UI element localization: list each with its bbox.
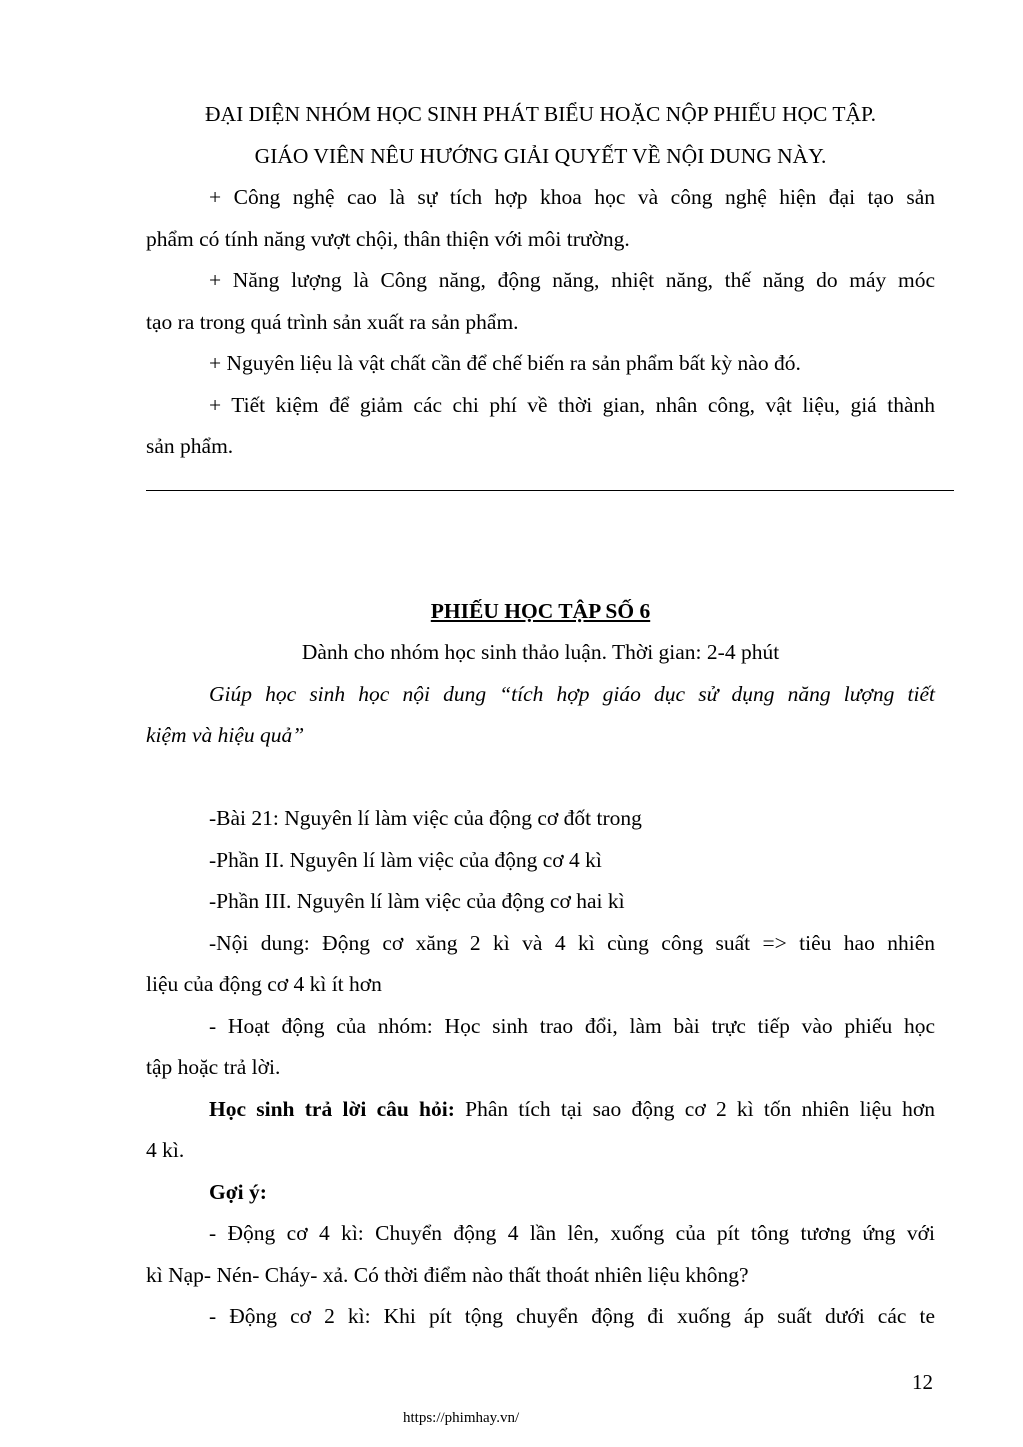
question-line1 bbox=[146, 1096, 935, 1122]
heading-group-report: ĐẠI DIỆN NHÓM HỌC SINH PHÁT BIỂU HOẶC NỘP PHIẾU HỌC TẬP. bbox=[205, 102, 876, 126]
list-item-lesson: -Bài 21: Nguyên lí làm việc của động cơ đốt trong bbox=[209, 806, 642, 830]
question-text: Phân tích tại sao động cơ 2 kì tốn nhiên liệu hơn bbox=[454, 1097, 935, 1121]
list-item-content-line1: -Nội dung: Động cơ xăng 2 kì và 4 kì cùng công suất => tiêu hao nhiên bbox=[209, 931, 935, 955]
heading-teacher-guidance: GIÁO VIÊN NÊU HƯỚNG GIẢI QUYẾT VỀ NỘI DUNG NÀY. bbox=[254, 144, 827, 168]
worksheet-title-text: PHIẾU HỌC TẬP SỐ 6 bbox=[430, 599, 651, 623]
worksheet-intro-line2: kiệm và hiệu quả” bbox=[146, 723, 305, 747]
paragraph-saving-line1: + Tiết kiệm để giảm các chi phí về thời gian, nhân công, vật liệu, giá thành bbox=[209, 393, 935, 417]
paragraph-high-tech-line2: phẩm có tính năng vượt chội, thân thiện với môi trường. bbox=[146, 227, 630, 251]
section-divider bbox=[146, 490, 954, 491]
worksheet-title bbox=[146, 598, 935, 624]
paragraph-energy-line1: + Năng lượng là Công năng, động năng, nhiệt năng, thế năng do máy móc bbox=[209, 268, 935, 292]
page-number: 12 bbox=[912, 1370, 933, 1394]
question-label: Học sinh trả lời câu hỏi: bbox=[209, 1097, 455, 1121]
list-item-part-3: -Phần III. Nguyên lí làm việc của động cơ hai kì bbox=[209, 889, 625, 913]
list-item-part-2: -Phần II. Nguyên lí làm việc của động cơ 4 kì bbox=[209, 848, 602, 872]
paragraph-saving-line2: sản phẩm. bbox=[146, 434, 234, 458]
hint-4-stroke-line2: kì Nạp- Nén- Cháy- xả. Có thời điểm nào thất thoát nhiên liệu không? bbox=[146, 1263, 749, 1287]
list-item-activity-line1: - Hoạt động của nhóm: Học sinh trao đổi, làm bài trực tiếp vào phiếu học bbox=[209, 1014, 935, 1038]
hint-label: Gợi ý: bbox=[209, 1180, 267, 1204]
hint-2-stroke-line1: - Động cơ 2 kì: Khi pít tộng chuyển động đi xuống áp suất dưới các te bbox=[209, 1304, 935, 1328]
paragraph-high-tech-line1: + Công nghệ cao là sự tích hợp khoa học và công nghệ hiện đại tạo sản bbox=[209, 185, 935, 209]
list-item-activity-line2: tập hoặc trả lời. bbox=[146, 1055, 281, 1079]
hint-4-stroke-line1: - Động cơ 4 kì: Chuyển động 4 lần lên, xuống của pít tông tương ứng với bbox=[209, 1221, 935, 1245]
paragraph-energy-line2: tạo ra trong quá trình sản xuất ra sản phẩm. bbox=[146, 310, 519, 334]
document-page bbox=[146, 0, 935, 1447]
worksheet-subtitle: Dành cho nhóm học sinh thảo luận. Thời gian: 2-4 phút bbox=[301, 640, 780, 664]
worksheet-intro-line1: Giúp học sinh học nội dung “tích hợp giáo dục sử dụng năng lượng tiết bbox=[209, 682, 935, 706]
footer-url: https://phimhay.vn/ bbox=[403, 1410, 520, 1426]
question-line2: 4 kì. bbox=[146, 1138, 185, 1162]
list-item-content-line2: liệu của động cơ 4 kì ít hơn bbox=[146, 972, 382, 996]
paragraph-raw-material: + Nguyên liệu là vật chất cần để chế biến ra sản phẩm bất kỳ nào đó. bbox=[209, 351, 801, 375]
